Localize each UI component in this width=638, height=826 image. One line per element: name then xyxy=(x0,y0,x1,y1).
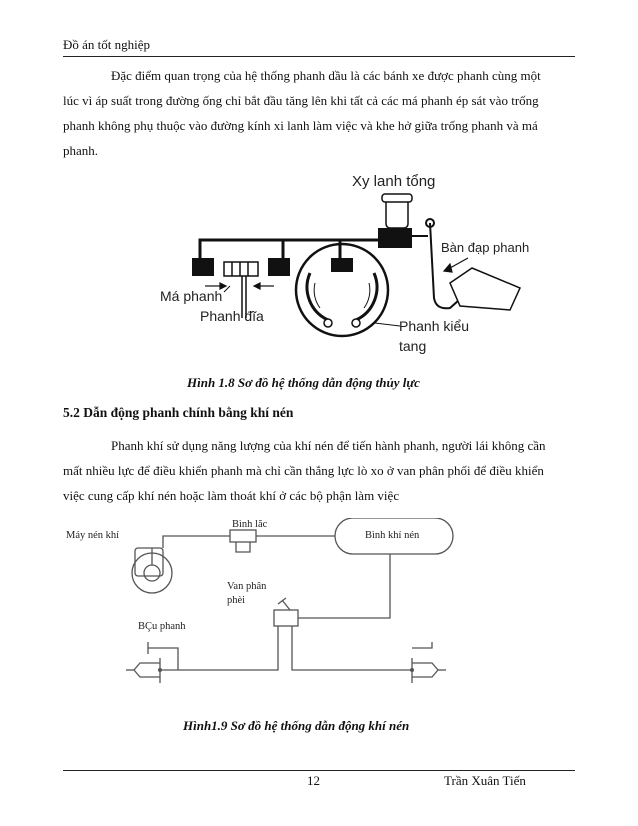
label-compressor: Máy nén khí xyxy=(66,530,120,541)
footer-rule xyxy=(63,770,575,771)
caliper-right xyxy=(268,258,290,276)
paragraph-line: mất nhiều lực để điều khiển phanh mà chỉ cần thắng lực lò xo ở van phân phối để điều khiển xyxy=(63,463,544,478)
pneumatic-brake-diagram xyxy=(60,518,580,703)
label-pedal: Bàn đạp phanh xyxy=(441,240,530,255)
label-filter: Bình lăc xyxy=(232,519,268,530)
paragraph-pneumatic xyxy=(63,433,575,508)
distribution-valve xyxy=(274,610,298,626)
label-drum-brake-line2: tang xyxy=(399,338,427,354)
label-brake-pad: Má phanh xyxy=(160,288,223,304)
paragraph-hydraulic xyxy=(63,63,575,163)
figure-caption-pneumatic: Hình1.9 Sơ đồ hệ thống dẫn động khí nén xyxy=(183,718,410,733)
label-master-cylinder: Xy lanh tổng xyxy=(352,173,436,190)
hydraulic-brake-diagram xyxy=(150,168,530,360)
caliper-left xyxy=(192,258,214,276)
paragraph-line: việc cung cấp khí nén hoặc làm thoát khí ở các bộ phận làm việc xyxy=(63,488,400,503)
drum xyxy=(296,244,388,336)
label-disc-brake: Phanh đĩa xyxy=(200,308,264,324)
section-heading: 5.2 Dẫn động phanh chính bằng khí nén xyxy=(63,405,294,420)
brake-line xyxy=(200,240,382,258)
disc-hub xyxy=(224,262,258,276)
header-title: Đồ án tốt nghiệp xyxy=(63,37,151,52)
foot xyxy=(450,268,520,310)
page-number: 12 xyxy=(307,773,320,788)
wheel-cylinder xyxy=(331,258,353,272)
filter xyxy=(230,530,256,542)
brake-chamber-left xyxy=(134,663,160,677)
author-name: Trần Xuân Tiến xyxy=(444,773,526,788)
label-brake-chamber: BÇu phanh xyxy=(138,621,186,632)
label-valve: Van phân xyxy=(227,581,267,592)
brake-chamber-right xyxy=(412,663,438,677)
shoe-left xyxy=(307,273,328,320)
compressor-head xyxy=(135,548,163,576)
label-drum-brake: Phanh kiểu xyxy=(399,318,470,334)
paragraph-line: lúc vì áp suất trong đường ống chỉ bắt đầu tăng lên khi tất cả các má phanh ép sát vào trống xyxy=(63,93,539,108)
paragraph-line: Phanh khí sử dụng năng lượng của khí nén để tiến hành phanh, người lái không cần xyxy=(111,438,546,453)
label-air-tank: Bình khí nén xyxy=(365,530,420,541)
paragraph-line: phanh. xyxy=(63,143,99,158)
label-valve-line2: phèi xyxy=(227,595,246,606)
figure-caption-hydraulic: Hình 1.8 Sơ đồ hệ thống dẫn động thủy lực xyxy=(187,375,420,390)
paragraph-line: Đặc điểm quan trọng của hệ thống phanh dầu là các bánh xe được phanh cùng một xyxy=(111,68,541,83)
master-cylinder-body xyxy=(378,228,412,248)
paragraph-line: phanh không phụ thuộc vào đường kính xi lanh làm việc và khe hở giữa trống phanh và má xyxy=(63,118,538,133)
header-rule xyxy=(63,56,575,57)
